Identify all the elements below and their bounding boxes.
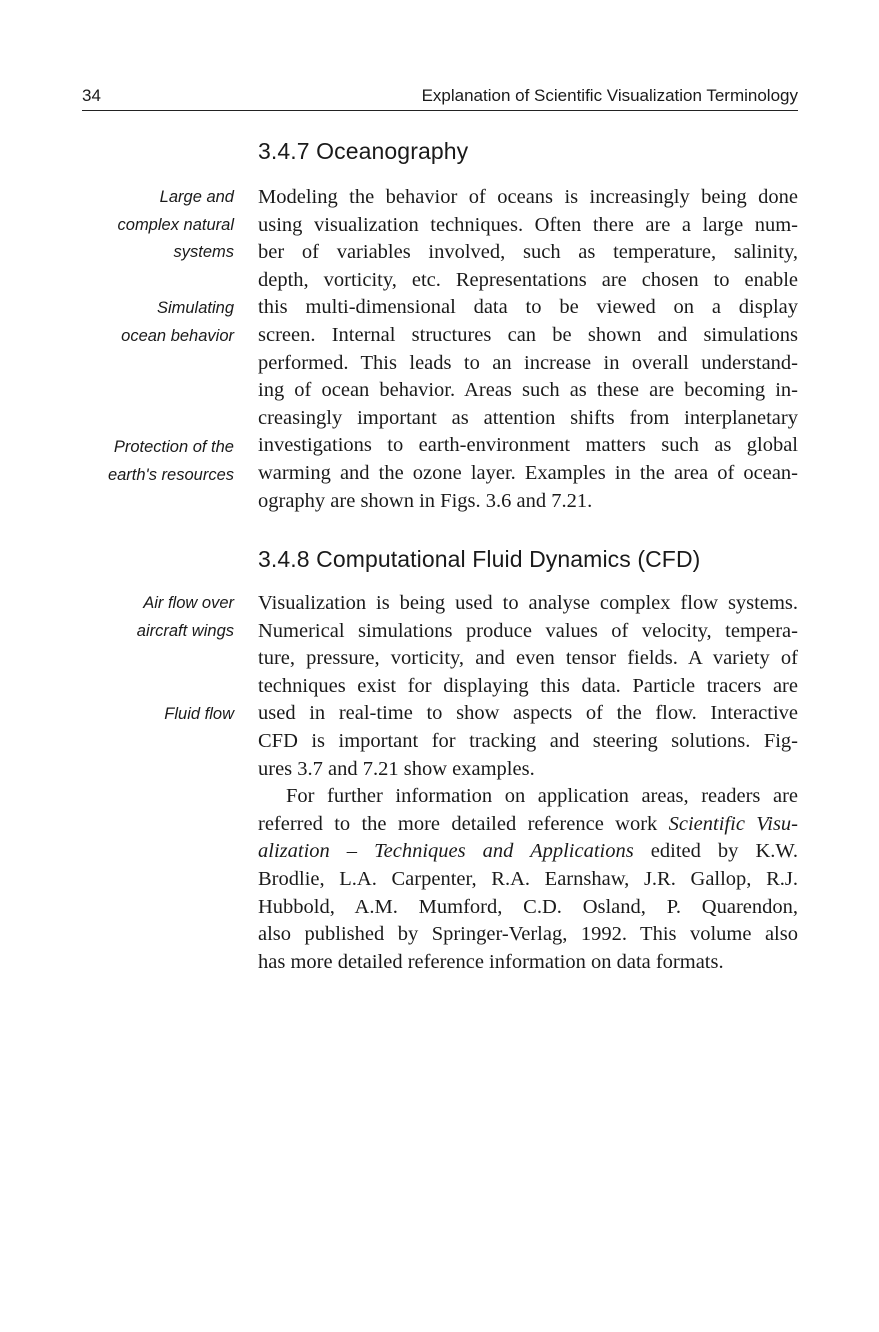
text-line: Hubbold, A.M. Mumford, C.D. Osland, P. Quarendon, (258, 895, 798, 918)
oceanography-body (258, 184, 798, 515)
text-line: ures 3.7 and 7.21 show examples. (258, 757, 535, 780)
margin-note-large-complex-systems: Large and complex natural systems (117, 188, 234, 262)
book-title: alization – Techniques and Applications (258, 840, 634, 863)
margin-note-air-flow: Air flow over aircraft wings (136, 594, 234, 640)
margin-note-fluid-flow: Fluid flow (164, 705, 234, 723)
text-line: Numerical simulations produce values of velocity, tempera- (258, 619, 798, 642)
text-line: For further information on application areas, readers are (286, 785, 798, 808)
text-line: depth, vorticity, etc. Representations are chosen to enable (258, 268, 798, 291)
running-title: Explanation of Scientific Visualization Terminology (421, 86, 798, 105)
text-line: Modeling the behavior of oceans is increasingly being done (258, 186, 798, 208)
text-line: Visualization is being used to analyse complex flow systems. (258, 592, 798, 614)
text-line: used in real-time to show aspects of the flow. Interactive (258, 702, 798, 725)
text-line: using visualization techniques. Often there are a large num- (258, 213, 798, 236)
text-line: Brodlie, L.A. Carpenter, R.A. Earnshaw, J.R. Gallop, R.J. (258, 867, 798, 890)
text-line: warming and the ozone layer. Examples in the area of ocean- (258, 461, 798, 484)
text-line: techniques exist for displaying this data. Particle tracers are (258, 674, 798, 697)
text-line: creasingly important as attention shifts from interplanetary (258, 406, 798, 429)
page-number: 34 (82, 86, 101, 105)
text-line: ing of ocean behavior. Areas such as these are becoming in- (258, 379, 798, 402)
text-line: has more detailed reference information on data formats. (258, 950, 724, 973)
text-line: CFD is important for tracking and steering solutions. Fig- (258, 729, 798, 752)
text-line: referred to the more detailed reference work Scientific Visu- (258, 812, 799, 835)
margin-note-earth-resources: Protection of the earth's resources (107, 438, 234, 484)
text-line: ber of variables involved, such as temperature, salinity, (258, 241, 798, 264)
text-line: this multi-dimensional data to be viewed on a display (258, 296, 798, 319)
text-line: also published by Springer-Verlag, 1992. This volume also (258, 923, 798, 946)
margin-note-simulating-ocean: Simulating ocean behavior (121, 299, 234, 345)
text-line: ography are shown in Figs. 3.6 and 7.21. (258, 489, 593, 512)
cfd-body (258, 590, 798, 976)
text-line: ture, pressure, vorticity, and even tensor fields. A variety of (258, 647, 798, 670)
section-heading-oceanography: 3.4.7 Oceanography (258, 138, 469, 164)
text-line: investigations to earth-environment matters such as global (258, 434, 798, 457)
text-line: screen. Internal structures can be shown and simulations (258, 323, 798, 346)
book-title: Scientific Visu- (668, 812, 799, 835)
section-heading-cfd: 3.4.8 Computational Fluid Dynamics (CFD) (258, 546, 701, 572)
page-header (82, 86, 798, 111)
text-line: alization – Techniques and Applications edited by K.W. (258, 840, 798, 863)
text-line: performed. This leads to an increase in overall understand- (258, 351, 798, 374)
